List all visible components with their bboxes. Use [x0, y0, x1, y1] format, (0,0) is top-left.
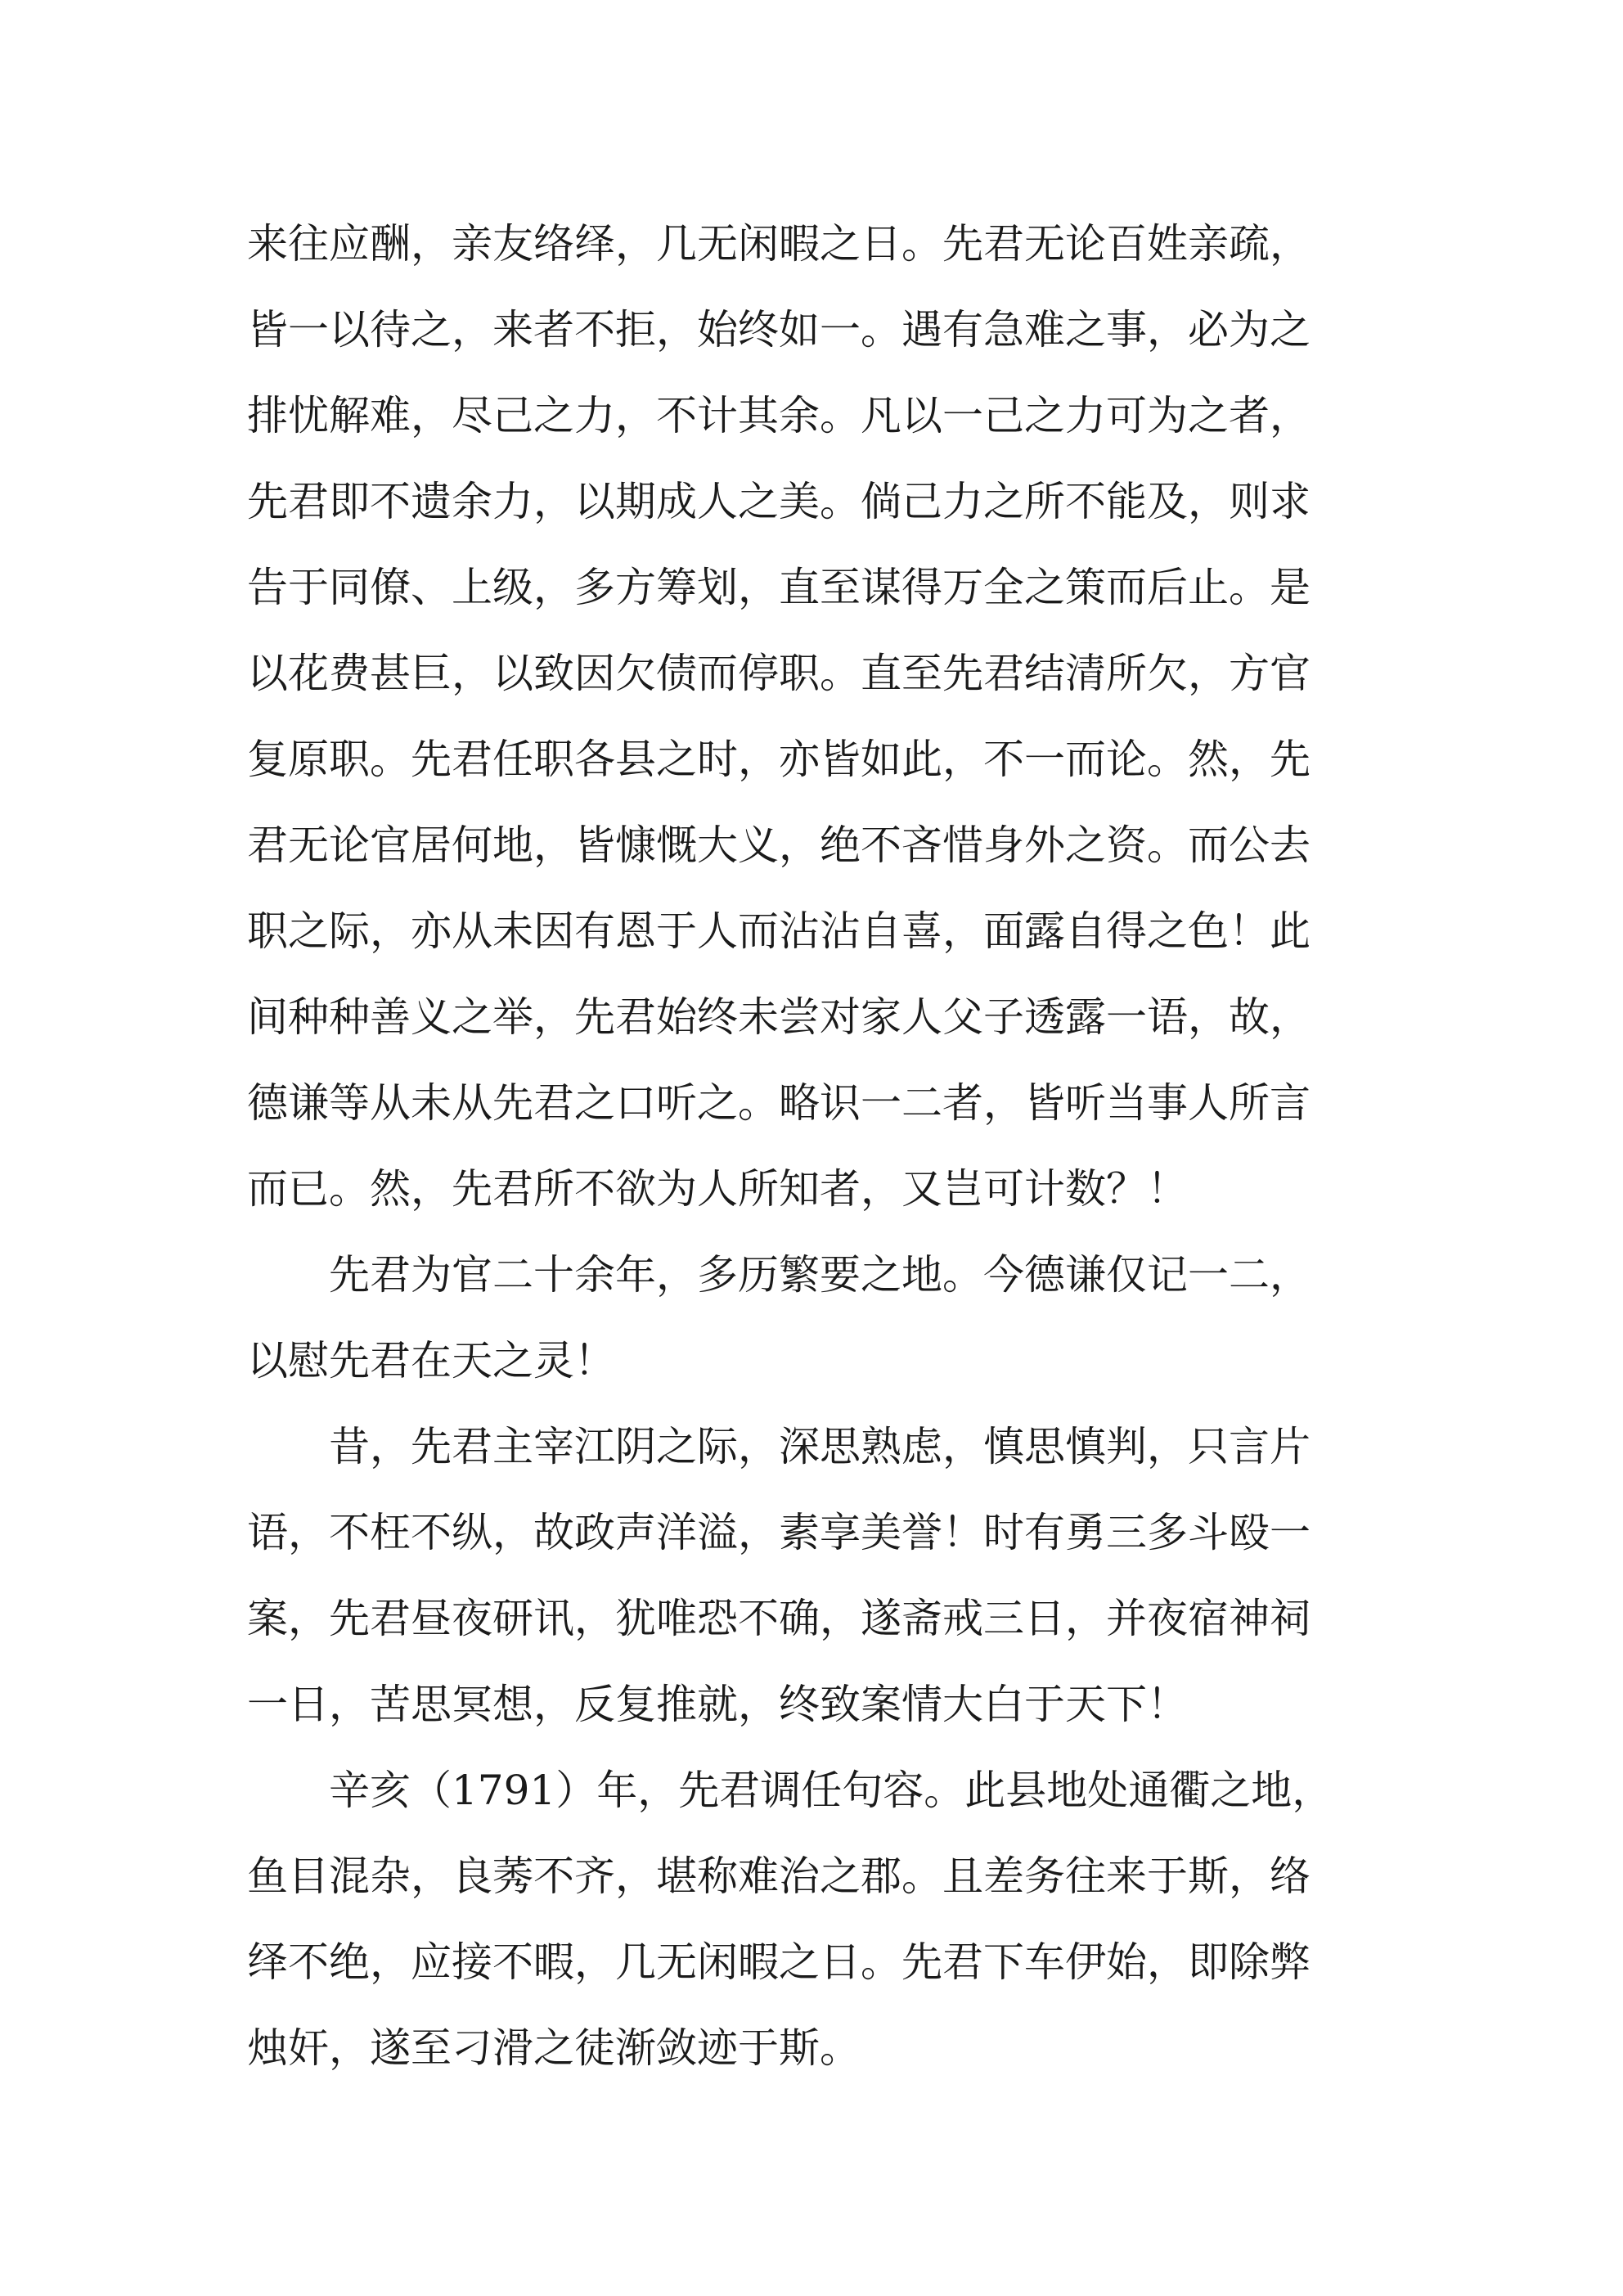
text-line: 鱼目混杂，良莠不齐，堪称难治之郡。且差务往来于斯，络: [247, 1853, 1311, 1900]
text-line: 告于同僚、上级，多方筹划，直至谋得万全之策而后止。是: [247, 564, 1311, 611]
text-line: 职之际，亦从未因有恩于人而沾沾自喜，面露自得之色！此: [247, 907, 1311, 955]
text-line: 以花费甚巨，以致因欠债而停职。直至先君结清所欠，方官: [247, 650, 1311, 697]
text-line: 一日，苦思冥想，反复推就，终致案情大白于天下！: [247, 1681, 1188, 1728]
body-text: [247, 201, 1400, 2091]
text-line: 来往应酬，亲友络绎，几无闲暇之日。先君无论百姓亲疏，: [247, 220, 1311, 268]
text-line: 先君为官二十余年，多历繁要之地。今德谦仅记一二，: [247, 1251, 1311, 1299]
text-line: 以慰先君在天之灵！: [247, 1337, 615, 1384]
text-line: 皆一以待之，来者不拒，始终如一。遇有急难之事，必为之: [247, 306, 1311, 353]
text-line: 而已。然，先君所不欲为人所知者，又岂可计数？！: [247, 1165, 1188, 1213]
text-line: 绎不绝，应接不暇，几无闲暇之日。先君下车伊始，即除弊: [247, 1938, 1311, 1986]
text-line: 复原职。先君任职各县之时，亦皆如此，不一而论。然，先: [247, 736, 1311, 783]
text-line: 案，先君昼夜研讯，犹唯恐不确，遂斋戒三日，并夜宿神祠: [247, 1595, 1311, 1642]
text-line: 君无论官居何地，皆慷慨大义，绝不吝惜身外之资。而公去: [247, 822, 1311, 869]
text-line: 辛亥（1791）年，先君调任句容。此县地处通衢之地，: [247, 1767, 1333, 1814]
text-line: 昔，先君主宰江阴之际，深思熟虑，慎思慎判，只言片: [247, 1423, 1311, 1470]
text-line: 先君即不遗余力，以期成人之美。倘己力之所不能及，则求: [247, 478, 1311, 525]
text-line: 烛奸，遂至刁滑之徒渐敛迹于斯。: [247, 2024, 861, 2072]
text-line: 排忧解难，尽己之力，不计其余。凡以一己之力可为之者，: [247, 392, 1311, 439]
text-line: 德谦等从未从先君之口听之。略识一二者，皆听当事人所言: [247, 1079, 1311, 1127]
text-line: 语，不枉不纵，故政声洋溢，素享美誉！时有勇三多斗殴一: [247, 1509, 1311, 1556]
text-line: 间种种善义之举，先君始终未尝对家人父子透露一语，故，: [247, 993, 1311, 1041]
